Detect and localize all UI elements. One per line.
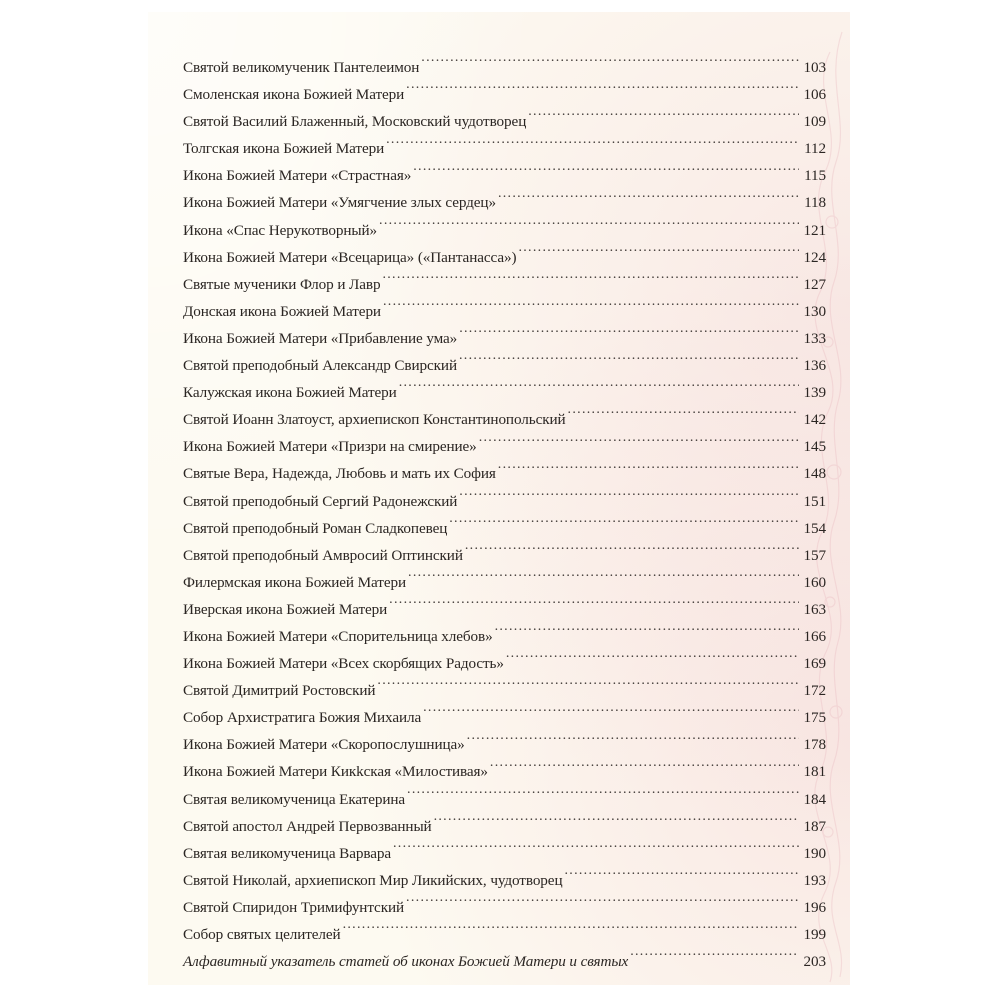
toc-entry-title: Икона Божией Матери «Умягчение злых сердец» [183,194,496,212]
toc-entry-page-number: 121 [803,221,826,239]
toc-entry-page-number: 187 [803,817,826,835]
dot-leader [399,382,799,397]
toc-entry-page-number: 148 [803,465,826,483]
toc-entry-title: Икона «Спас Нерукотворный» [183,221,378,239]
toc-entry-title: Иверская икона Божией Матери [183,600,388,618]
toc-entry[interactable] [183,650,826,677]
toc-entry-page-number: 127 [803,275,826,293]
toc-entry[interactable] [183,271,826,298]
dot-leader [459,355,799,370]
toc-entry-page-number: 124 [803,248,826,266]
toc-entry[interactable] [183,108,826,135]
dot-leader [568,409,799,424]
toc-entry-page-number: 196 [803,898,826,916]
dot-leader [490,761,799,776]
toc-entry[interactable] [183,325,826,352]
toc-entry[interactable] [183,488,826,515]
toc-entry-page-number: 190 [803,844,826,862]
dot-leader [465,545,799,560]
toc-entry-page-number: 175 [803,709,826,727]
toc-entry-title: Святой Николай, архиепископ Мир Ликийских, чудотворец [183,871,563,889]
dot-leader [406,897,799,912]
dot-leader [389,599,799,614]
toc-entry[interactable] [183,379,826,406]
toc-entry-title: Собор святых целителей [183,926,341,943]
toc-entry-page-number: 199 [803,926,826,943]
dot-leader [479,436,799,451]
toc-entry-title: Калужская икона Божией Матери [183,384,397,402]
toc-entry-title: Святые Вера, Надежда, Любовь и мать их София [183,465,496,483]
dot-leader [518,246,799,261]
toc-entry-page-number: 166 [803,627,826,645]
toc-entry-page-number: 151 [803,492,826,510]
dot-leader [495,626,799,641]
toc-entry-page-number: 157 [803,546,826,564]
dot-leader [382,274,799,289]
toc-entry-title: Святой Димитрий Ростовский [183,682,376,700]
toc-entry[interactable] [183,352,826,379]
toc-entry-title: Филермская икона Божией Матери [183,573,407,591]
toc-entry-page-number: 178 [803,736,826,754]
book-page [148,12,850,985]
toc-entry[interactable] [183,433,826,460]
toc-entry-page-number: 112 [804,140,826,158]
dot-leader [498,463,799,478]
toc-entry[interactable] [183,704,826,731]
dot-leader [449,517,799,532]
toc-entry-title: Святые мученики Флор и Лавр [183,275,381,293]
toc-entry[interactable] [183,189,826,216]
toc-entry[interactable] [183,542,826,569]
dot-leader [459,328,799,343]
toc-entry[interactable] [183,813,826,840]
dot-leader [407,788,799,803]
toc-entry-page-number: 133 [803,329,826,347]
dot-leader [408,572,799,587]
toc-entry-page-number: 130 [803,302,826,320]
toc-entry-page-number: 136 [803,357,826,375]
toc-entry[interactable] [183,786,826,813]
dot-leader [386,138,799,153]
dot-leader [377,680,799,695]
toc-entry[interactable] [183,840,826,867]
dot-leader [506,653,799,668]
toc-entry[interactable] [183,162,826,189]
toc-entry[interactable] [183,135,826,162]
dot-leader [434,815,799,830]
toc-entry-page-number: 115 [804,167,826,185]
toc-entry-page-number: 142 [803,411,826,429]
dot-leader [383,301,799,316]
toc-entry[interactable] [183,406,826,433]
toc-entry-page-number: 163 [803,600,826,618]
dot-leader [423,707,799,722]
toc-entry-page-number: 193 [803,871,826,889]
toc-entry[interactable] [183,921,826,948]
toc-entry-title: Святая великомученица Варвара [183,844,391,862]
toc-entry-title: Икона Божией Матери «Страстная» [183,167,412,185]
dot-leader [528,111,799,126]
dot-leader [630,951,799,966]
dot-leader [393,843,799,858]
dot-leader [413,165,799,180]
dot-leader [459,490,799,505]
toc-entry[interactable] [183,758,826,785]
toc-entry[interactable] [183,81,826,108]
toc-entry-title: Икона Божией Матери «Всецарица» («Пантанасса») [183,248,517,266]
toc-entry-page-number: 106 [803,86,826,104]
toc-entry-title: Святой преподобный Александр Свирский [183,357,457,375]
toc-entry-title: Святой апостол Андрей Первозванный [183,817,432,835]
toc-entry-title: Святой Спиридон Тримифунтский [183,898,405,916]
toc-entry[interactable] [183,867,826,894]
toc-entry-title: Икона Божией Матери «Спорительница хлебов» [183,627,493,645]
toc-entry-title: Икона Божией Матери «Призри на смирение» [183,438,477,456]
dot-leader [498,192,799,207]
toc-entry-page-number: 169 [803,655,826,673]
toc-entry-title: Икона Божией Матери «Всех скорбящих Радость» [183,655,504,673]
toc-entry-page-number: 145 [803,438,826,456]
table-of-contents [183,54,826,975]
toc-entry[interactable] [183,244,826,271]
toc-entry[interactable] [183,460,826,487]
toc-entry[interactable] [183,677,826,704]
toc-entry[interactable] [183,298,826,325]
dot-leader [406,84,799,99]
toc-entry-title: Святой преподобный Роман Сладкопевец [183,519,448,537]
toc-entry[interactable] [183,569,826,596]
toc-entry[interactable] [183,54,826,81]
toc-entry-page-number: 118 [804,194,826,212]
toc-entry[interactable] [183,948,826,975]
toc-entry-title: Святой Иоанн Златоуст, архиепископ Константинопольский [183,411,566,429]
toc-entry-title: Толгская икона Божией Матери [183,140,385,158]
toc-entry-title: Донская икона Божией Матери [183,302,381,320]
toc-entry-page-number: 184 [803,790,826,808]
toc-entry-page-number: 103 [803,59,826,76]
dot-leader [467,734,799,749]
dot-leader [421,57,799,72]
toc-entry-page-number: 154 [803,519,826,537]
toc-entry-title: Святой великомученик Пантелеимон [183,59,420,76]
dot-leader [343,924,799,939]
toc-entry-page-number: 160 [803,573,826,591]
toc-entry-title: Святой преподобный Сергий Радонежский [183,492,458,510]
toc-entry-page-number: 139 [803,384,826,402]
toc-entry[interactable] [183,217,826,244]
toc-entry-title: Алфавитный указатель статей об иконах Божией Матери и святых [183,953,629,971]
dot-leader [379,219,799,234]
toc-entry[interactable] [183,596,826,623]
toc-entry-page-number: 203 [803,953,826,971]
toc-entry-title: Собор Архистратига Божия Михаила [183,709,422,727]
toc-entry-title: Святая великомученица Екатерина [183,790,406,808]
toc-entry-title: Икона Божией Матери «Скоропослушница» [183,736,465,754]
toc-entry[interactable] [183,731,826,758]
toc-entry[interactable] [183,623,826,650]
toc-entry-title: Святой Василий Блаженный, Московский чудотворец [183,113,527,131]
toc-entry-page-number: 109 [803,113,826,131]
toc-entry-page-number: 172 [803,682,826,700]
dot-leader [564,870,799,885]
toc-entry-title: Святой преподобный Амвросий Оптинский [183,546,463,564]
toc-entry-title: Смоленская икона Божией Матери [183,86,405,104]
toc-entry-title: Икона Божией Матери «Прибавление ума» [183,329,458,347]
toc-entry-title: Икона Божией Матери Кикkская «Милостивая» [183,763,488,781]
toc-entry[interactable] [183,894,826,921]
toc-entry[interactable] [183,515,826,542]
toc-entry-page-number: 181 [803,763,826,781]
